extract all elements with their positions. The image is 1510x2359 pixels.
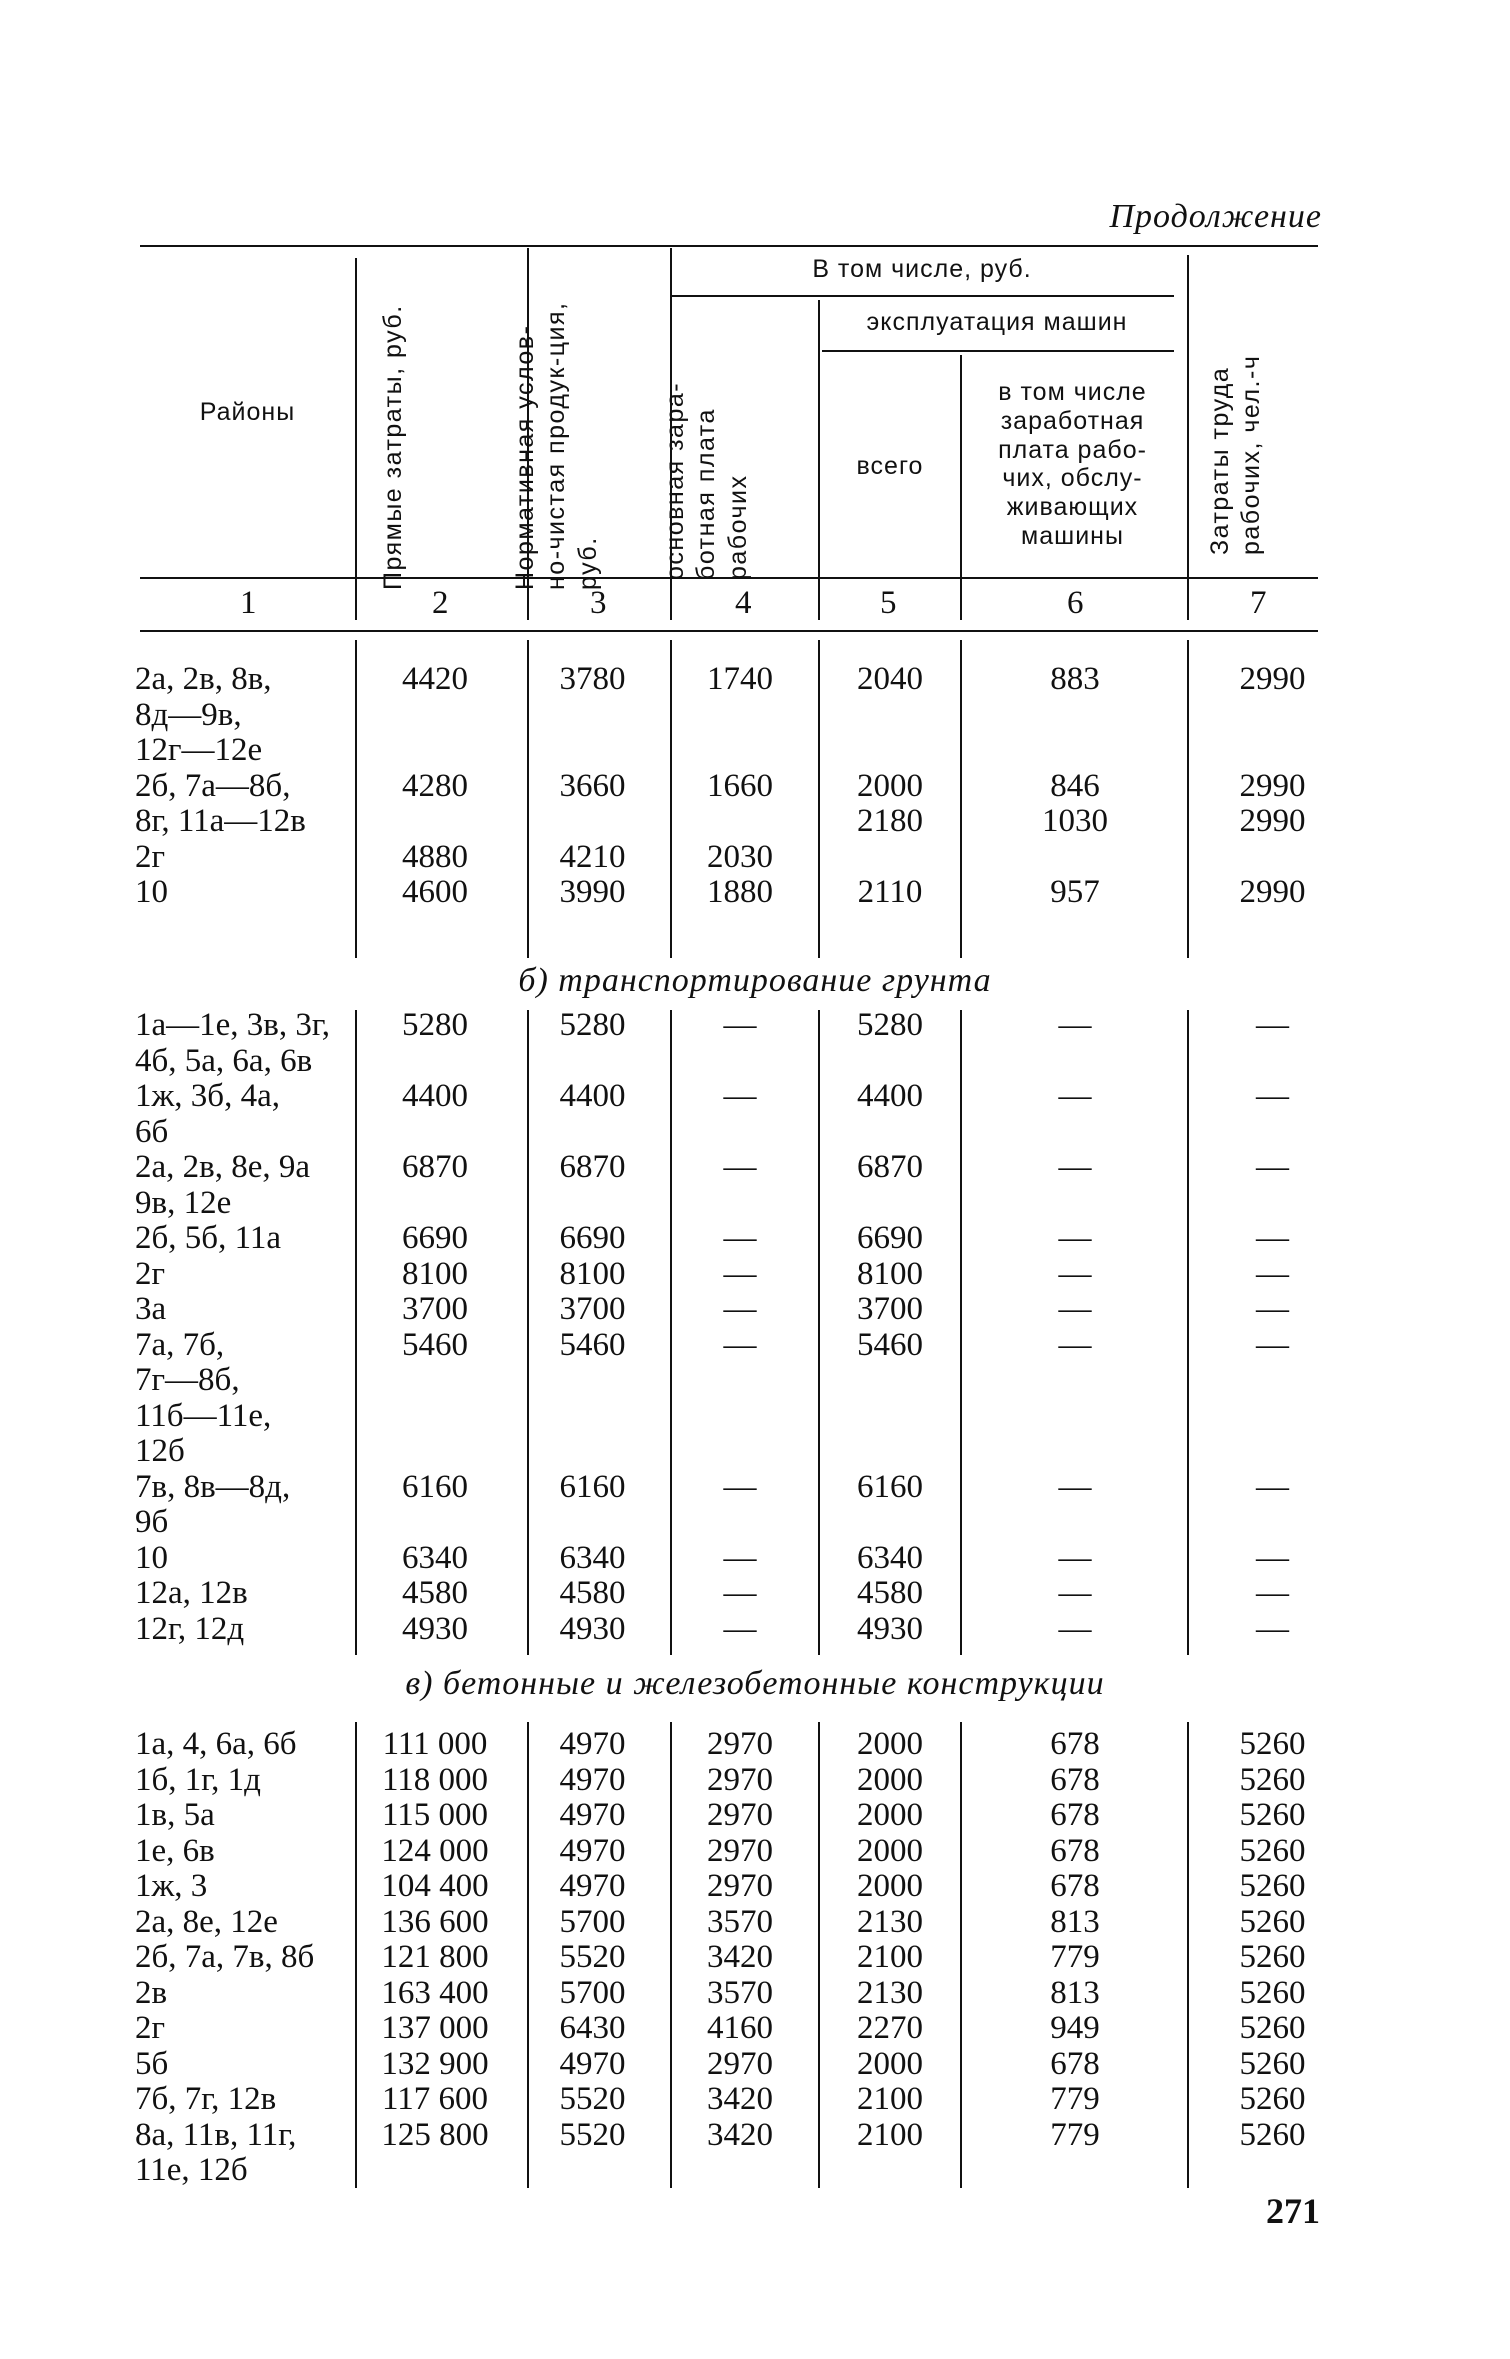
value-cell: 2970: [707, 1868, 773, 1904]
value-cell: 163 400: [381, 1974, 489, 2011]
value-cell: 3570: [707, 1903, 773, 1940]
table-row: [135, 1869, 1360, 1905]
value-cell: [965, 840, 1185, 876]
value-cell: —: [1256, 1291, 1289, 1327]
value-cell: 3420: [707, 1939, 773, 1975]
value-cell: 3660: [559, 767, 626, 804]
section-b-table: [135, 1008, 1360, 1647]
value-cell: 4880: [402, 838, 468, 875]
region-cell: 2б, 5б, 11а: [135, 1220, 282, 1256]
value-cell: —: [1058, 1007, 1092, 1043]
value-cell: 4420: [402, 661, 468, 697]
value-cell: 4930: [402, 1610, 468, 1647]
table-row: [135, 1612, 1360, 1648]
value-cell: 2000: [857, 1868, 923, 1904]
value-cell: 5260: [1239, 1726, 1306, 1762]
table-row: [135, 2047, 1360, 2083]
value-cell: 1880: [707, 874, 773, 910]
value-cell: 2990: [1239, 803, 1306, 839]
value-cell: 3990: [559, 874, 626, 910]
table-row: [135, 1763, 1360, 1799]
header-group-including: В том числе, руб.: [812, 255, 1032, 283]
region-cell: 1е, 6в: [135, 1832, 215, 1869]
value-cell: 779: [1050, 2116, 1100, 2153]
value-cell: 779: [1050, 1939, 1100, 1975]
value-cell: —: [723, 1255, 757, 1292]
value-cell: 2000: [857, 2045, 923, 2082]
value-cell: 5520: [559, 2081, 626, 2117]
value-cell: —: [1058, 1468, 1092, 1505]
header-machine-wage: в том числе заработная плата рабо-чих, обслу-живающих машины: [998, 378, 1147, 550]
page-number: 271: [1266, 2191, 1320, 2231]
value-cell: —: [1256, 1007, 1289, 1043]
value-cell: 4160: [707, 2010, 773, 2046]
header-direct-costs-text: Прямые затраты, руб.: [379, 304, 407, 590]
value-cell: —: [723, 1326, 757, 1363]
value-cell: 3420: [707, 2116, 773, 2153]
value-cell: 2000: [857, 1797, 923, 1833]
header-labor: [1205, 325, 1285, 555]
table-row: [135, 662, 1360, 769]
header-normative-text: Нормативная услов-но-чистая продук-ция, руб.: [511, 301, 602, 590]
table-row: [135, 2082, 1360, 2118]
column-number-3: 3: [590, 585, 607, 621]
table-row: [135, 1798, 1360, 1834]
value-cell: 4600: [402, 874, 468, 910]
value-cell: 6870: [402, 1149, 468, 1185]
region-cell: 2а, 8е, 12е: [135, 1903, 278, 1940]
table-row: [135, 804, 1360, 840]
continuation-label: Продолжение: [1109, 198, 1322, 235]
value-cell: 678: [1050, 1868, 1100, 1904]
value-cell: 5260: [1239, 1761, 1306, 1798]
value-cell: —: [1058, 1326, 1092, 1363]
table-row: [135, 2011, 1360, 2047]
header-direct-costs: [378, 300, 448, 590]
table-row: [135, 1905, 1360, 1941]
value-cell: 4580: [857, 1575, 923, 1611]
value-cell: 1740: [707, 661, 773, 697]
header-base-wage-text: основная зара-ботная плата рабочих: [661, 381, 752, 580]
region-cell: 12а, 12в: [135, 1575, 248, 1611]
value-cell: 125 800: [381, 2116, 489, 2153]
value-cell: 5460: [402, 1326, 468, 1363]
region-cell: 2г: [135, 838, 166, 875]
header-group-machines: эксплуатация машин: [866, 308, 1128, 336]
header-labor-text: Затраты труда рабочих, чел.-ч: [1206, 354, 1266, 555]
value-cell: —: [1256, 1539, 1289, 1576]
column-number-7: 7: [1250, 585, 1267, 621]
region-cell: 12г, 12д: [135, 1610, 245, 1647]
value-cell: 5520: [559, 2116, 626, 2153]
value-cell: 678: [1050, 1797, 1100, 1833]
value-cell: —: [1058, 1575, 1092, 1611]
value-cell: 4930: [857, 1610, 923, 1647]
value-cell: 2030: [707, 838, 773, 875]
table-row: [135, 840, 1360, 876]
value-cell: 5520: [559, 1939, 626, 1975]
header-vline-5: [960, 355, 962, 620]
header-normative: [510, 290, 610, 590]
value-cell: —: [1058, 1291, 1092, 1327]
value-cell: 4970: [559, 1797, 626, 1833]
value-cell: —: [1256, 1255, 1289, 1292]
region-cell: 2б, 7а—8б,: [135, 767, 291, 804]
value-cell: 6160: [402, 1468, 468, 1505]
value-cell: 111 000: [382, 1726, 488, 1762]
value-cell: 104 400: [381, 1868, 489, 1904]
region-cell: 1а, 4, 6а, 6б: [135, 1726, 297, 1762]
value-cell: —: [723, 1610, 757, 1647]
value-cell: 5700: [559, 1903, 626, 1940]
value-cell: 678: [1050, 2045, 1100, 2082]
value-cell: 4930: [559, 1610, 626, 1647]
value-cell: 1660: [707, 767, 773, 804]
value-cell: 2130: [857, 1974, 923, 2011]
value-cell: —: [723, 1468, 757, 1505]
value-cell: 6430: [559, 2010, 626, 2046]
table-row: [135, 1576, 1360, 1612]
region-cell: 1б, 1г, 1д: [135, 1761, 261, 1798]
value-cell: 8100: [559, 1255, 626, 1292]
header-regions: Районы: [199, 398, 296, 426]
value-cell: —: [1058, 1255, 1092, 1292]
value-cell: 2100: [857, 2116, 923, 2153]
value-cell: 678: [1050, 1832, 1100, 1869]
region-cell: 7в, 8в—8д, 9б: [135, 1468, 291, 1540]
region-cell: 8а, 11в, 11г, 11е, 12б: [135, 2116, 297, 2188]
region-cell: 2г: [135, 1255, 166, 1292]
value-cell: 2270: [857, 2010, 923, 2046]
value-cell: 5460: [857, 1326, 923, 1363]
value-cell: 5280: [559, 1007, 626, 1043]
region-cell: 10: [135, 874, 168, 910]
table-row: [135, 1940, 1360, 1976]
value-cell: 8100: [402, 1255, 468, 1292]
value-cell: —: [723, 1220, 757, 1256]
value-cell: 4970: [559, 1761, 626, 1798]
value-cell: [350, 804, 520, 840]
value-cell: —: [1058, 1610, 1092, 1647]
value-cell: 678: [1050, 1761, 1100, 1798]
value-cell: 5260: [1239, 1939, 1306, 1975]
value-cell: 3700: [857, 1291, 923, 1327]
value-cell: 6870: [559, 1149, 626, 1185]
value-cell: 883: [1050, 661, 1100, 697]
value-cell: [815, 840, 965, 876]
column-number-6: 6: [1067, 585, 1084, 621]
value-cell: 5260: [1239, 1832, 1306, 1869]
region-cell: 10: [135, 1539, 168, 1576]
value-cell: [1185, 840, 1360, 876]
table-row: [135, 875, 1360, 911]
table-row: [135, 1292, 1360, 1328]
column-number-5: 5: [880, 585, 897, 621]
value-cell: —: [1256, 1326, 1289, 1363]
group-including-rule: [672, 295, 1174, 297]
value-cell: —: [723, 1007, 757, 1043]
value-cell: 2970: [707, 1726, 773, 1762]
header-top-rule: [140, 245, 1318, 247]
value-cell: 3420: [707, 2081, 773, 2117]
table-row: [135, 1150, 1360, 1221]
region-cell: 2а, 2в, 8е, 9а 9в, 12е: [135, 1149, 311, 1221]
region-cell: 1в, 5а: [135, 1797, 215, 1833]
value-cell: 136 600: [381, 1903, 489, 1940]
value-cell: —: [723, 1539, 757, 1576]
value-cell: 2110: [857, 874, 923, 910]
value-cell: 3570: [707, 1974, 773, 2011]
table-row: [135, 1541, 1360, 1577]
header-base-wage: [660, 340, 760, 580]
value-cell: 2000: [857, 1761, 923, 1798]
region-cell: 1а—1е, 3в, 3г, 4б, 5а, 6а, 6в: [135, 1007, 330, 1079]
value-cell: 5260: [1239, 2081, 1306, 2117]
value-cell: 6340: [857, 1539, 923, 1576]
value-cell: —: [723, 1291, 757, 1327]
value-cell: 124 000: [381, 1832, 489, 1869]
value-cell: 949: [1050, 2010, 1100, 2046]
region-cell: 2в: [135, 1974, 168, 2011]
region-cell: 7а, 7б, 7г—8б, 11б—11е, 12б: [135, 1326, 272, 1469]
value-cell: 2000: [857, 1832, 923, 1869]
value-cell: —: [1058, 1078, 1092, 1114]
table-row: [135, 1470, 1360, 1541]
table-row: [135, 1727, 1360, 1763]
value-cell: 5700: [559, 1974, 626, 2011]
value-cell: 2100: [857, 2081, 923, 2117]
value-cell: 4400: [559, 1078, 626, 1114]
value-cell: —: [1058, 1539, 1092, 1576]
value-cell: 6340: [559, 1539, 626, 1576]
value-cell: 3700: [402, 1291, 468, 1327]
value-cell: 117 600: [381, 2081, 489, 2117]
value-cell: 6690: [559, 1220, 626, 1256]
value-cell: —: [1256, 1220, 1289, 1256]
value-cell: —: [723, 1078, 757, 1114]
region-cell: 2а, 2в, 8в, 8д—9в, 12г—12е: [135, 661, 272, 768]
table-row: [135, 1008, 1360, 1079]
value-cell: —: [1256, 1610, 1289, 1647]
value-cell: 4970: [559, 1726, 626, 1762]
value-cell: 4400: [402, 1078, 468, 1114]
value-cell: 5260: [1239, 2010, 1306, 2046]
column-number-4: 4: [735, 585, 752, 621]
value-cell: 5260: [1239, 2045, 1306, 2082]
value-cell: 678: [1050, 1726, 1100, 1762]
section-c-table: [135, 1727, 1360, 2189]
table-row: [135, 1834, 1360, 1870]
section-c-rows: [135, 1727, 1360, 2189]
value-cell: 4970: [559, 1832, 626, 1869]
value-cell: 2990: [1239, 767, 1306, 804]
table-row: [135, 1328, 1360, 1470]
section-b-rows: [135, 1008, 1360, 1647]
region-cell: 5б: [135, 2045, 169, 2082]
value-cell: —: [723, 1149, 757, 1185]
value-cell: 118 000: [381, 1761, 489, 1798]
value-cell: 2130: [857, 1903, 923, 1940]
value-cell: 3780: [559, 661, 626, 697]
value-cell: 2970: [707, 2045, 773, 2082]
value-cell: 5280: [402, 1007, 468, 1043]
value-cell: —: [723, 1575, 757, 1611]
value-cell: 779: [1050, 2081, 1100, 2117]
value-cell: 6160: [857, 1468, 923, 1505]
header-total: всего: [856, 452, 924, 480]
value-cell: 1030: [1042, 803, 1108, 839]
table-row: [135, 1976, 1360, 2012]
value-cell: 132 900: [381, 2045, 489, 2082]
value-cell: 2000: [857, 767, 923, 804]
column-number-1: 1: [240, 585, 257, 621]
value-cell: 2970: [707, 1832, 773, 1869]
value-cell: 5280: [857, 1007, 923, 1043]
value-cell: 8100: [857, 1255, 923, 1292]
section-a-table: [135, 662, 1360, 911]
section-b-title: б) транспортирование грунта: [518, 962, 992, 999]
value-cell: 5460: [559, 1326, 626, 1363]
group-machines-rule: [822, 350, 1174, 352]
region-cell: 2г: [135, 2010, 166, 2046]
value-cell: 813: [1050, 1903, 1100, 1940]
section-c-title: в) бетонные и железобетонные конструкции: [405, 1665, 1105, 1702]
value-cell: [665, 804, 815, 840]
value-cell: 6870: [857, 1149, 923, 1185]
value-cell: 121 800: [381, 1939, 489, 1975]
value-cell: 4580: [559, 1575, 626, 1611]
value-cell: —: [1058, 1220, 1092, 1256]
value-cell: 6690: [402, 1220, 468, 1256]
value-cell: 2970: [707, 1761, 773, 1798]
value-cell: 2990: [1239, 874, 1306, 910]
section-a-rows: [135, 662, 1360, 911]
region-cell: 7б, 7г, 12в: [135, 2081, 277, 2117]
table-row: [135, 1079, 1360, 1150]
value-cell: 846: [1050, 767, 1100, 804]
value-cell: —: [1058, 1149, 1092, 1185]
header-vline-1: [355, 258, 357, 620]
value-cell: —: [1256, 1575, 1289, 1611]
table-row: [135, 2118, 1360, 2189]
value-cell: 2000: [857, 1726, 923, 1762]
table-row: [135, 769, 1360, 805]
region-cell: 2б, 7а, 7в, 8б: [135, 1939, 315, 1975]
value-cell: [520, 804, 665, 840]
value-cell: 4970: [559, 2045, 626, 2082]
region-cell: 8г, 11а—12в: [135, 803, 306, 839]
table-row: [135, 1221, 1360, 1257]
value-cell: —: [1256, 1078, 1289, 1114]
value-cell: 5260: [1239, 1868, 1306, 1904]
value-cell: 4400: [857, 1078, 923, 1114]
value-cell: 813: [1050, 1974, 1100, 2011]
value-cell: —: [1256, 1468, 1289, 1505]
value-cell: 5260: [1239, 1903, 1306, 1940]
value-cell: 2990: [1239, 661, 1306, 697]
value-cell: 115 000: [381, 1797, 489, 1833]
value-cell: 6340: [402, 1539, 468, 1576]
region-cell: 3а: [135, 1291, 167, 1327]
value-cell: 5260: [1239, 1974, 1306, 2011]
value-cell: 2100: [857, 1939, 923, 1975]
value-cell: 2970: [707, 1797, 773, 1833]
value-cell: —: [1256, 1149, 1289, 1185]
value-cell: 2040: [857, 661, 923, 697]
value-cell: 3700: [559, 1291, 626, 1327]
region-cell: 1ж, 3: [135, 1868, 208, 1904]
value-cell: 2180: [857, 803, 923, 839]
value-cell: 6690: [857, 1220, 923, 1256]
value-cell: 5260: [1239, 1797, 1306, 1833]
value-cell: 957: [1050, 874, 1100, 910]
region-cell: 1ж, 3б, 4а, 6б: [135, 1078, 280, 1150]
value-cell: 4580: [402, 1575, 468, 1611]
table-row: [135, 1257, 1360, 1293]
numbers-bottom-rule: [140, 630, 1318, 632]
value-cell: 4280: [402, 767, 468, 804]
header-vline-6: [1187, 255, 1189, 620]
column-number-2: 2: [432, 585, 449, 621]
value-cell: 5260: [1239, 2116, 1306, 2153]
value-cell: 6160: [559, 1468, 626, 1505]
value-cell: 4210: [559, 838, 626, 875]
value-cell: 137 000: [381, 2010, 489, 2046]
value-cell: 4970: [559, 1868, 626, 1904]
